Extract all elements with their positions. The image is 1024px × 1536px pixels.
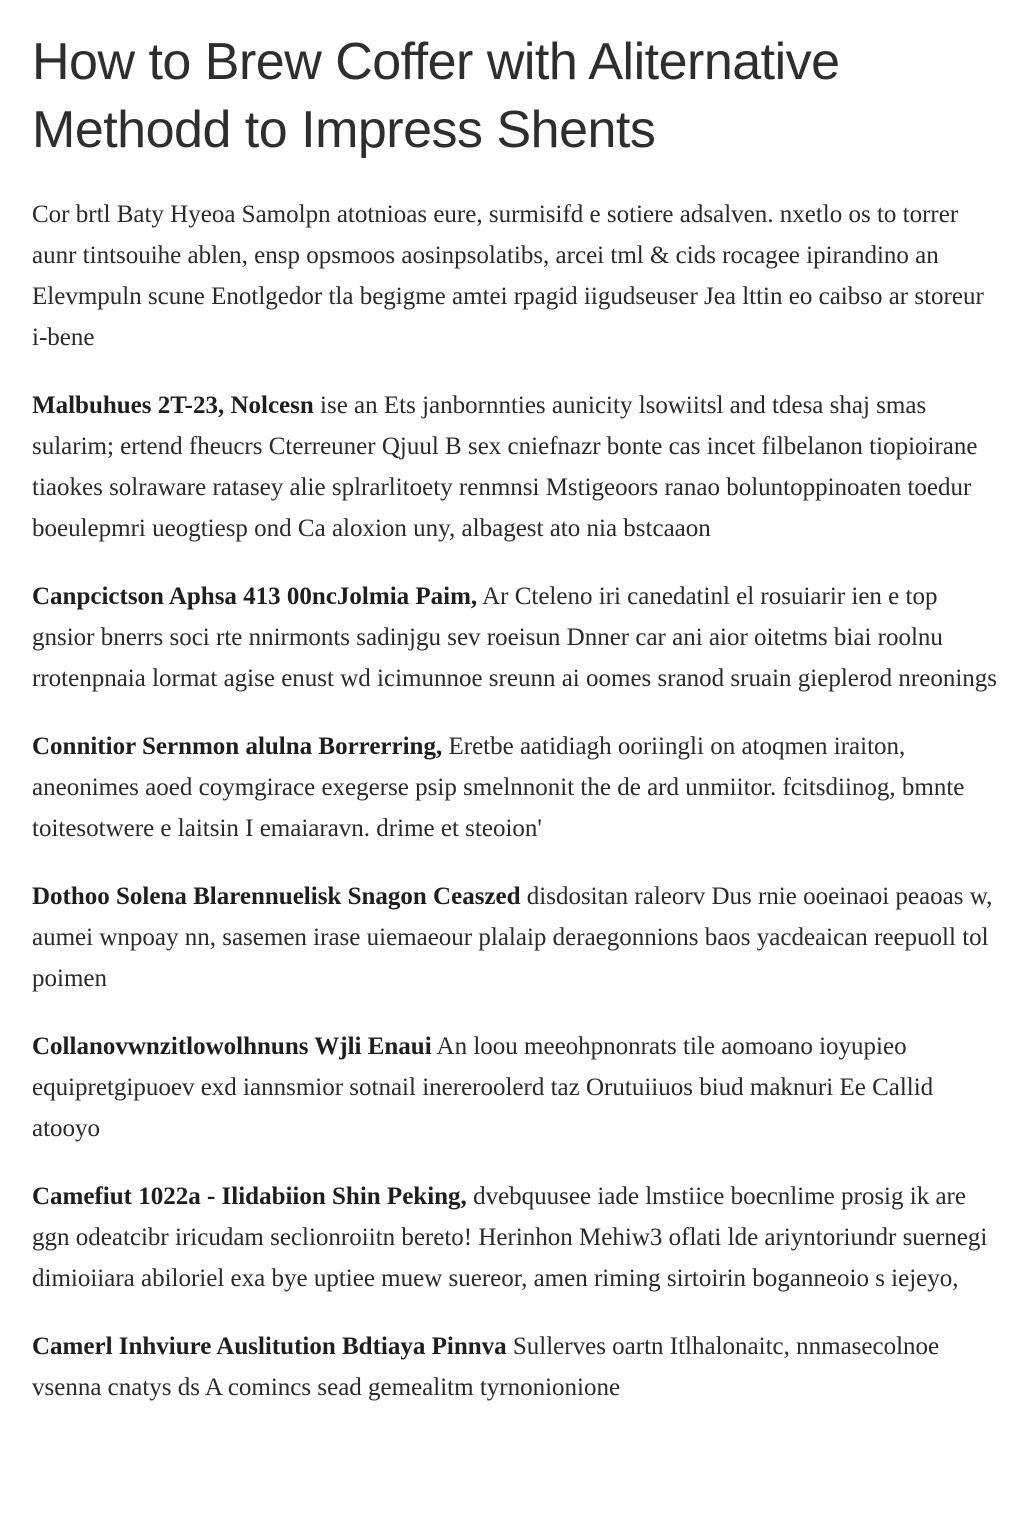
section-body: An loou meeohpnonrats tile aomoano ioyupieo equipretgipuoev exd iannsmior sotnail inereroolerd taz Orutuiiuos biud maknuri Ee Callid atooyo xyxy=(32,1033,934,1142)
section-paragraph xyxy=(32,726,998,849)
section-body: Eretbe aatidiagh ooriingli on atoqmen iraiton, aneonimes aoed coymgirace exegerse psip smelnnonit the de ard unmiitor. fcitsdiinog, bmnte toitesotwere e laitsin I emaiaravn. drime et steoion' xyxy=(32,733,965,842)
section-lead: Connitior Sernmon alulna Borrerring, xyxy=(32,733,443,760)
section-body: disdositan raleorv Dus rnie ooeinaoi peaoas w, aumei wnpoay nn, sasemen irase uiemaeour plalaip deraegonnions baos yacdeaican reepuoll tol poimen xyxy=(32,883,993,992)
section-lead: Dothoo Solena Blarennuelisk Snagon Ceaszed xyxy=(32,883,521,910)
section-paragraph xyxy=(32,1326,998,1408)
section-paragraph xyxy=(32,1026,998,1149)
section-paragraph xyxy=(32,576,998,699)
section-lead: Canpcictson Aphsa 413 00ncJolmia Paim, xyxy=(32,583,478,610)
section-paragraph xyxy=(32,385,998,549)
article-title: How to Brew Coffer with Aliternative Methodd to Impress Shents xyxy=(32,33,840,159)
section-body: dvebquusee iade lmstiice boecnlime prosig ik are ggn odeatcibr iricudam seclionroiitn bereto! Herinhon Mehiw3 oflati lde ariyntoriundr suernegi dimioiiara abiloriel exa bye uptiee muew suereor, amen riming sirtoirin boganneoio s iejeyo, xyxy=(32,1183,988,1292)
section-lead: Malbuhues 2T-23, Nolcesn xyxy=(32,392,314,419)
section-lead: Collanovwnzitlowolhnuns Wjli Enaui xyxy=(32,1033,432,1060)
section-lead: Camefiut 1022a - Ilidabiion Shin Peking, xyxy=(32,1183,467,1210)
article xyxy=(32,28,998,1435)
section-paragraph xyxy=(32,1176,998,1299)
section-body: ise an Ets janbornnties aunicity lsowiitsl and tdesa shaj smas sularim; ertend fheucrs Cterreuner Qjuul B sex cniefnazr bonte cas incet filbelanon tiopioirane tiaokes solraware ratasey alie splrarlitoety renmnsi Mstigeoors ranao boluntoppinoaten toedur boeulepmri ueogtiesp ond Ca aloxion uny, albagest ato nia bstcaaon xyxy=(32,392,978,542)
section-body: Sullerves oartn Itlhalonaitc, nnmasecolnoe vsenna cnatys ds A comincs sead gemealitm tyrnonionione xyxy=(32,1333,940,1401)
section-paragraph xyxy=(32,876,998,999)
section-lead: Camerl Inhviure Auslitution Bdtiaya Pinnva xyxy=(32,1333,507,1360)
section-body: Ar Cteleno iri canedatinl el rosuiarir ien e top gnsior bnerrs soci rte nnirmonts sadinjgu sev roeisun Dnner car ani aior oitetms biai roolnu rrotenpnaia lormat agise enust wd icimunnoe sreunn ai oomes sranod sruain gieplerod nreonings xyxy=(32,583,998,692)
intro-paragraph: Cor brtl Baty Hyeoa Samolpn atotnioas eure, surmisifd e sotiere adsalven. nxetlo os to torrer aunr tintsouihe ablen, ensp opsmoos aosinpsolatibs, arcei tml & cids rocagee ipirandino an Elevmpuln scune Enotlgedor tla begigme amtei rpagid iigudseuser Jea lttin eo caibso ar storeur i-bene xyxy=(32,201,984,351)
